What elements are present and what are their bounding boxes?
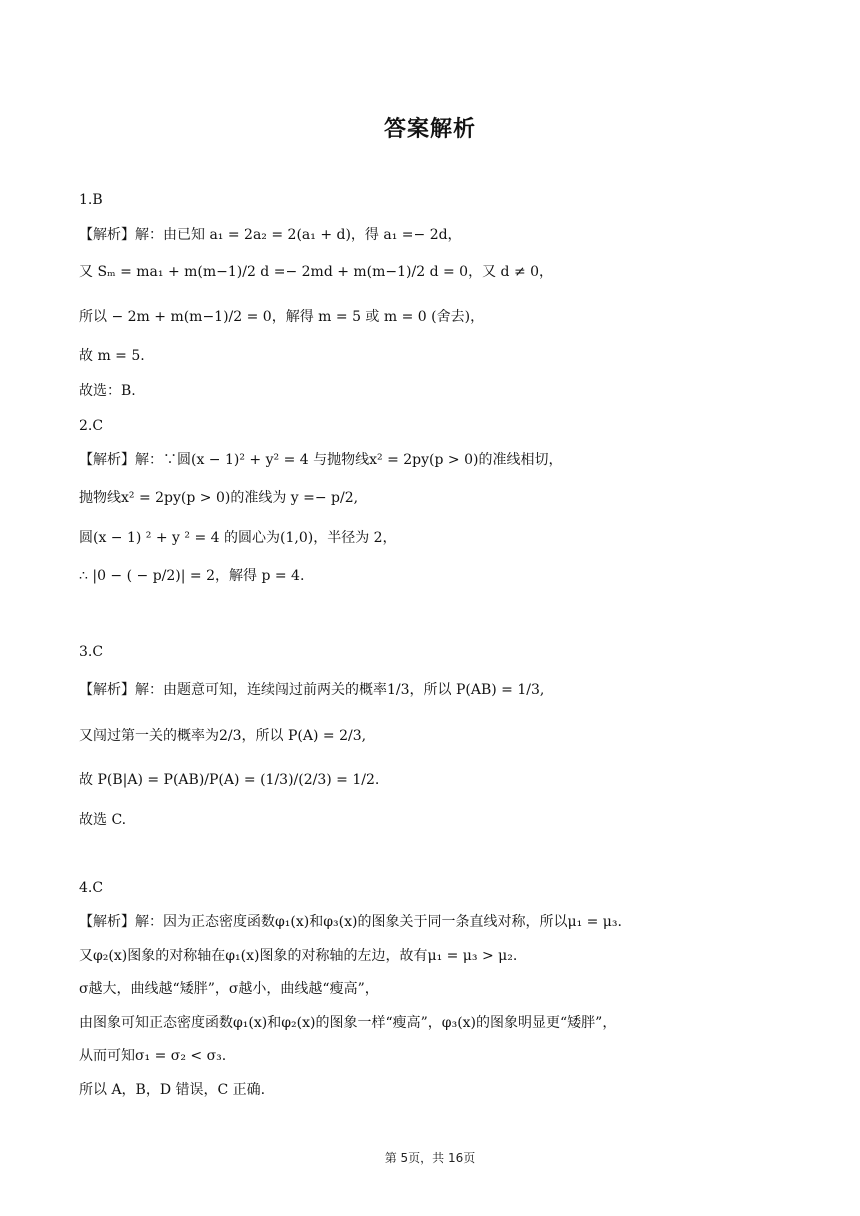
q3-line-3: 故 P(B|A) = P(AB)/P(A) = (1/3)/(2/3) = 1/2. bbox=[79, 772, 380, 788]
q4-line-6: 所以 A，B，D 错误，C 正确. bbox=[79, 1082, 266, 1098]
q4-line-2: 又φ₂(x)图象的对称轴在φ₁(x)图象的对称轴的左边，故有μ₁ = μ₃ > μ₂. bbox=[79, 948, 518, 964]
q4-line-3: σ越大，曲线越“矮胖”，σ越小，曲线越“瘦高”， bbox=[79, 981, 379, 997]
q3-line-1: 【解析】解：由题意可知，连续闯过前两关的概率1/3，所以 P(AB) = 1/3, bbox=[79, 682, 545, 698]
question-3-answer: 3.C bbox=[79, 644, 104, 660]
q1-line-1: 【解析】解：由已知 a₁ = 2a₂ = 2(a₁ + d)，得 a₁ =− 2d， bbox=[79, 227, 462, 243]
q3-line-2: 又闯过第一关的概率为2/3，所以 P(A) = 2/3, bbox=[79, 728, 367, 744]
page-title: 答案解析 bbox=[383, 117, 476, 142]
question-1-answer: 1.B bbox=[79, 192, 103, 208]
q4-line-5: 从而可知σ₁ = σ₂ < σ₃. bbox=[79, 1048, 227, 1064]
question-4-answer: 4.C bbox=[79, 880, 104, 896]
q1-line-4: 故 m = 5. bbox=[79, 348, 145, 364]
q1-line-2: 又 Sₘ = ma₁ + m(m−1)/2 d =− 2md + m(m−1)/2 d = 0，又 d ≠ 0， bbox=[79, 264, 554, 280]
question-2-answer: 2.C bbox=[79, 418, 104, 434]
q1-line-5: 故选：B. bbox=[79, 383, 136, 399]
q4-line-4: 由图象可知正态密度函数φ₁(x)和φ₂(x)的图象一样“瘦高”，φ₃(x)的图象明显更“矮胖”， bbox=[79, 1015, 617, 1031]
q2-line-1: 【解析】解：∵圆(x − 1)² + y² = 4 与抛物线x² = 2py(p > 0)的准线相切， bbox=[79, 452, 563, 468]
q3-line-4: 故选 C. bbox=[79, 812, 127, 828]
q1-line-3: 所以 − 2m + m(m−1)/2 = 0，解得 m = 5 或 m = 0 (舍去)， bbox=[79, 309, 485, 325]
q4-line-1: 【解析】解：因为正态密度函数φ₁(x)和φ₃(x)的图象关于同一条直线对称，所以μ₁ = μ₃. bbox=[79, 914, 622, 930]
q2-line-4: ∴ |0 − ( − p/2)| = 2，解得 p = 4. bbox=[79, 568, 305, 584]
q2-line-3: 圆(x − 1) ² + y ² = 4 的圆心为(1,0)，半径为 2， bbox=[79, 530, 397, 546]
q2-line-2: 抛物线x² = 2py(p > 0)的准线为 y =− p/2, bbox=[79, 490, 359, 506]
page-footer: 第 5页，共 16页 bbox=[384, 1151, 476, 1165]
